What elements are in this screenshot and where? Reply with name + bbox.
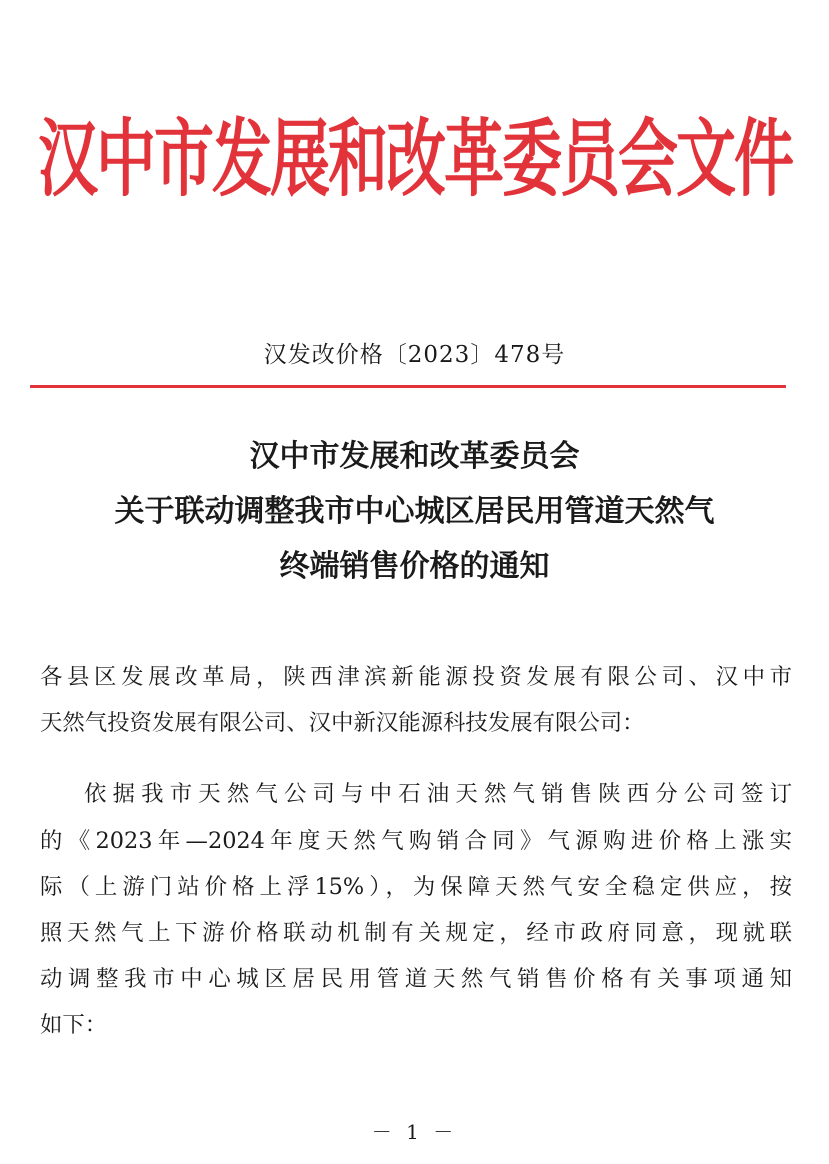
notice-title-line-3: 终端销售价格的通知 <box>279 549 550 584</box>
notice-title-line-2: 关于联动调整我市中心城区居民用管道天然气 <box>114 494 715 529</box>
document-number: 汉发改价格〔2023〕478号 <box>263 342 566 368</box>
paragraph-line-2: 的《2023年—2024年度天然气购销合同》气源购进价格上涨实 <box>40 828 792 854</box>
document-header-title: 汉中市发展和改革委员会文件 <box>38 111 792 209</box>
page-number: － 1 － <box>371 1120 458 1144</box>
paragraph-line-4: 照天然气上下游价格联动机制有关规定，经市政府同意，现就联 <box>40 920 792 946</box>
addressee-line-2: 天然气投资发展有限公司、汉中新汉能源科技发展有限公司： <box>40 710 645 736</box>
paragraph-line-1: 依据我市天然气公司与中石油天然气销售陕西分公司签订 <box>84 781 792 807</box>
notice-title-line-1: 汉中市发展和改革委员会 <box>249 439 580 474</box>
paragraph-line-3: 际（上游门站价格上浮15%），为保障天然气安全稳定供应，按 <box>40 874 792 900</box>
paragraph-line-6: 如下： <box>40 1012 108 1038</box>
paragraph-line-5: 动调整我市中心城区居民用管道天然气销售价格有关事项通知 <box>40 966 792 992</box>
addressee-line-1: 各县区发展改革局，陕西津滨新能源投资发展有限公司、汉中市 <box>40 664 792 690</box>
red-separator-line <box>30 385 786 388</box>
